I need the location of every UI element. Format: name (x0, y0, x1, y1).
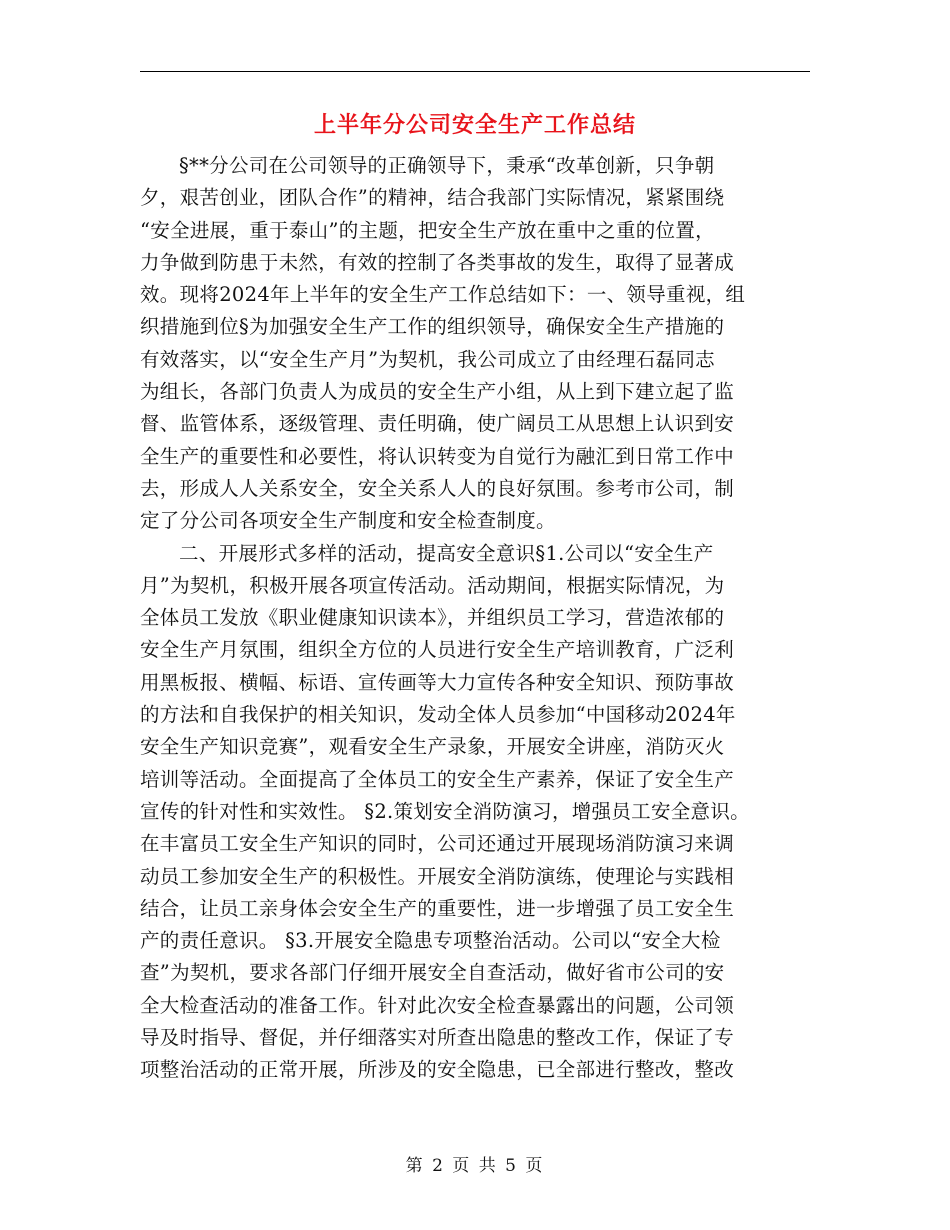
document-body (140, 150, 815, 1087)
body-text-line: “安全进展，重于泰山”的主题，把安全生产放在重中之重的位置， (140, 218, 715, 242)
body-text-line: 督、监管体系，逐级管理、责任明确，使广阔员工从思想上认识到安 (140, 412, 735, 436)
header-rule (140, 71, 810, 72)
body-text-line: 培训等活动。全面提高了全体员工的安全生产素养，保证了安全生产 (140, 767, 735, 791)
body-text-line: 有效落实，以“安全生产月”为契机，我公司成立了由经理石磊同志 (140, 347, 715, 371)
body-text-line: 安全生产知识竞赛”，观看安全生产录象，开展安全讲座，消防灭火 (140, 735, 725, 759)
body-text-line: 效。现将2024年上半年的安全生产工作总结如下：一、领导重视，组 (140, 283, 746, 307)
body-text-line: 导及时指导、督促，并仔细落实对所查出隐患的整改工作，保证了专 (140, 1026, 735, 1050)
body-text-line: 全大检查活动的准备工作。针对此次安全检查暴露出的问题，公司领 (140, 993, 735, 1017)
body-text-line: 宣传的针对性和实效性。 §2.策划安全消防演习，增强员工安全意识。 (140, 799, 750, 823)
body-text-line: 动员工参加安全生产的积极性。开展安全消防演练，使理论与实践相 (140, 864, 735, 888)
body-text-line: 二、开展形式多样的活动，提高安全意识§1.公司以“安全生产 (179, 541, 714, 565)
body-text-line: 月”为契机，积极开展各项宣传活动。活动期间，根据实际情况，为 (140, 573, 725, 597)
body-text-line: 全生产的重要性和必要性，将认识转变为自觉行为融汇到日常工作中 (140, 444, 735, 468)
body-text-line: 的方法和自我保护的相关知识，发动全体人员参加“中国移动2024年 (140, 703, 736, 727)
body-text-line: 查”为契机，要求各部门仔细开展安全自查活动，做好省市公司的安 (140, 961, 725, 985)
body-text-line: 安全生产月氛围，组织全方位的人员进行安全生产培训教育，广泛利 (140, 638, 735, 662)
page-footer: 第 2 页 共 5 页 (405, 1156, 545, 1176)
body-text-line: 产的责任意识。 §3.开展安全隐患专项整治活动。公司以“安全大检 (140, 929, 721, 953)
body-text-line: 全体员工发放《职业健康知识读本》，并组织员工学习，营造浓郁的 (140, 606, 725, 630)
body-text-line: 织措施到位§为加强安全生产工作的组织领导，确保安全生产措施的 (140, 315, 725, 339)
body-text-line: 去，形成人人关系安全，安全关系人人的良好氛围。参考市公司，制 (140, 476, 735, 500)
body-text-line: 项整治活动的正常开展，所涉及的安全隐患，已全部进行整改，整改 (140, 1058, 735, 1082)
body-text-line: 力争做到防患于未然，有效的控制了各类事故的发生，取得了显著成 (140, 250, 735, 274)
body-text-line: 结合，让员工亲身体会安全生产的重要性，进一步增强了员工安全生 (140, 896, 735, 920)
body-text-line: 为组长，各部门负责人为成员的安全生产小组，从上到下建立起了监 (140, 380, 735, 404)
body-text-line: 定了分公司各项安全生产制度和安全检查制度。 (140, 509, 556, 533)
document-title: 上半年分公司安全生产工作总结 (313, 112, 636, 138)
body-text-line: 夕，艰苦创业，团队合作”的精神，结合我部门实际情况，紧紧围绕 (140, 186, 725, 210)
body-text-line: §**分公司在公司领导的正确领导下，秉承“改革创新，只争朝 (179, 154, 715, 177)
body-text-line: 用黑板报、横幅、标语、宣传画等大力宣传各种安全知识、预防事故 (140, 670, 735, 694)
body-text-line: 在丰富员工安全生产知识的同时，公司还通过开展现场消防演习来调 (140, 832, 735, 856)
